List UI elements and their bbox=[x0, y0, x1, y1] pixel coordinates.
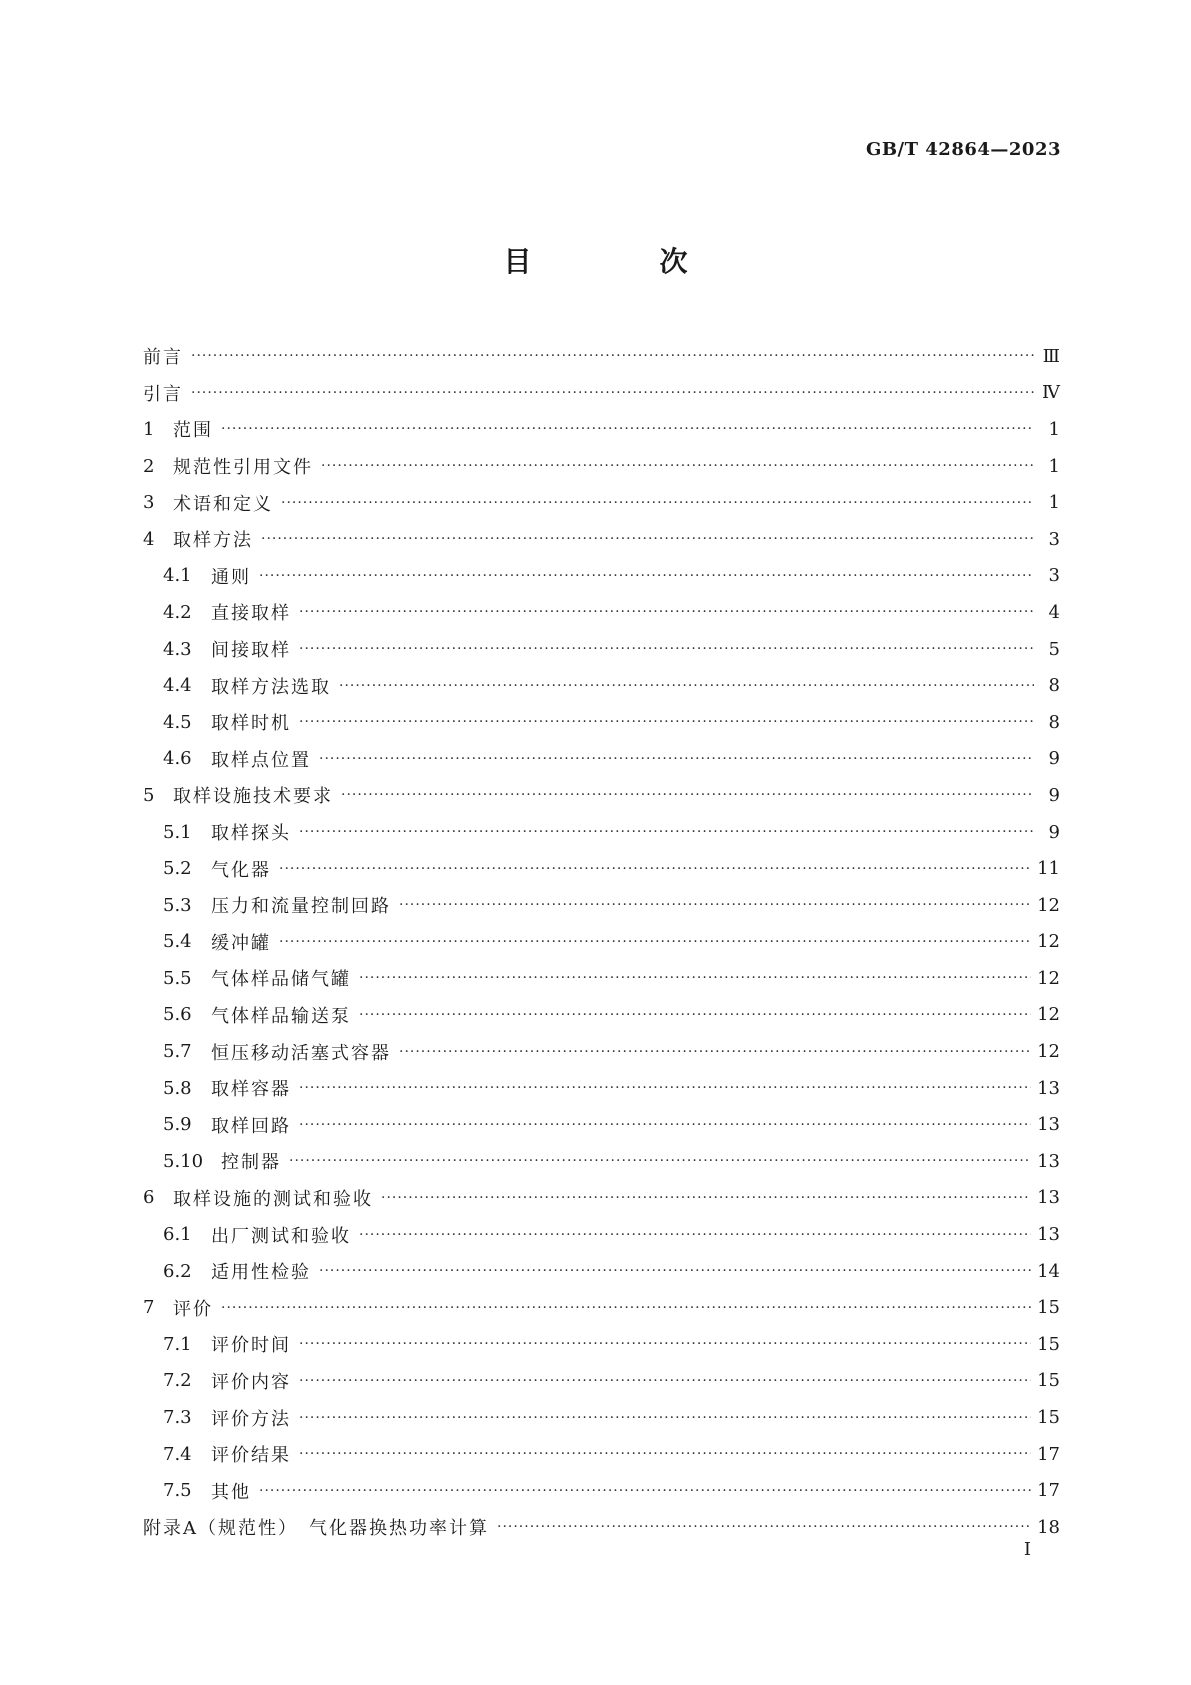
toc-entry-label: 气体样品储气罐 bbox=[211, 969, 351, 991]
toc-leader-dots bbox=[299, 1117, 1031, 1133]
toc-entry-label: 取样设施技术要求 bbox=[173, 786, 333, 808]
toc-entry[interactable] bbox=[143, 924, 1060, 961]
toc-entry-number: 5 bbox=[143, 784, 155, 806]
toc-entry-page: 3 bbox=[1048, 528, 1060, 550]
toc-leader-dots bbox=[319, 751, 1034, 767]
toc-entry[interactable] bbox=[143, 1509, 1060, 1546]
toc-entry-label: 取样容器 bbox=[211, 1079, 291, 1101]
toc-leader-dots bbox=[299, 1373, 1031, 1389]
toc-leader-dots bbox=[299, 824, 1034, 840]
toc-entry-number: 6 bbox=[143, 1187, 155, 1209]
toc-entry-label: 取样设施的测试和验收 bbox=[173, 1188, 373, 1210]
toc-leader-dots bbox=[359, 970, 1031, 986]
toc-entry-number: 4.6 bbox=[163, 748, 192, 770]
toc-entry-label: 术语和定义 bbox=[173, 493, 273, 515]
toc-entry[interactable] bbox=[143, 741, 1060, 778]
toc-entry-label: 恒压移动活塞式容器 bbox=[211, 1042, 391, 1064]
toc-entry-label: 适用性检验 bbox=[211, 1262, 311, 1284]
page-number: Ⅰ bbox=[1023, 1539, 1031, 1560]
toc-entry-label: 评价内容 bbox=[211, 1371, 291, 1393]
toc-entry-number: 4.1 bbox=[163, 565, 192, 587]
toc-entry[interactable] bbox=[143, 1216, 1060, 1253]
toc-entry-page: 15 bbox=[1037, 1370, 1060, 1392]
toc-entry-label: 引言 bbox=[143, 383, 183, 405]
standard-code: GB/T 42864—2023 bbox=[865, 139, 1061, 160]
toc-entry-number: 5.8 bbox=[163, 1077, 192, 1099]
toc-entry-label: 规范性引用文件 bbox=[173, 457, 313, 479]
toc-entry[interactable] bbox=[143, 704, 1060, 741]
toc-leader-dots bbox=[321, 458, 1034, 474]
toc-entry[interactable] bbox=[143, 375, 1060, 412]
toc-entry[interactable] bbox=[143, 594, 1060, 631]
toc-entry[interactable] bbox=[143, 1070, 1060, 1107]
toc-entry[interactable] bbox=[143, 411, 1060, 448]
toc-entry-number: 5.9 bbox=[163, 1114, 192, 1136]
toc-entry[interactable] bbox=[143, 1399, 1060, 1436]
toc-entry[interactable] bbox=[143, 777, 1060, 814]
toc-entry-number: 6.1 bbox=[163, 1224, 192, 1246]
toc-entry-label: 其他 bbox=[211, 1481, 251, 1503]
toc-entry[interactable] bbox=[143, 887, 1060, 924]
toc-entry-label: 评价 bbox=[173, 1298, 213, 1320]
toc-entry-label: 取样回路 bbox=[211, 1115, 291, 1137]
toc-entry-number: 5.1 bbox=[163, 821, 192, 843]
toc-entry-number: 7 bbox=[143, 1297, 155, 1319]
toc-entry-page: 5 bbox=[1048, 638, 1060, 660]
toc-leader-dots bbox=[191, 348, 1034, 364]
toc-entry-number: 3 bbox=[143, 492, 155, 514]
toc-entry[interactable] bbox=[143, 1436, 1060, 1473]
toc-entry[interactable] bbox=[143, 667, 1060, 704]
toc-entry-number: 1 bbox=[143, 418, 155, 440]
toc-entry-page: 13 bbox=[1037, 1150, 1060, 1172]
toc-entry[interactable] bbox=[143, 1289, 1060, 1326]
toc-leader-dots bbox=[299, 641, 1034, 657]
toc-entry-page: 4 bbox=[1048, 601, 1060, 623]
toc-entry-page: 8 bbox=[1048, 675, 1060, 697]
toc-entry-label: 取样方法选取 bbox=[211, 676, 331, 698]
toc-entry-page: 8 bbox=[1048, 711, 1060, 733]
toc-leader-dots bbox=[319, 1263, 1031, 1279]
toc-entry-number: 7.3 bbox=[163, 1407, 192, 1429]
toc-leader-dots bbox=[261, 531, 1034, 547]
toc-entry-page: 12 bbox=[1037, 931, 1060, 953]
toc-leader-dots bbox=[341, 787, 1034, 803]
toc-entry[interactable] bbox=[143, 1472, 1060, 1509]
toc-entry-number: 4.4 bbox=[163, 675, 192, 697]
toc-entry-page: 17 bbox=[1037, 1443, 1060, 1465]
toc-leader-dots bbox=[191, 385, 1034, 401]
toc-entry-number: 7.5 bbox=[163, 1480, 192, 1502]
toc-entry-label: 取样时机 bbox=[211, 713, 291, 735]
toc-leader-dots bbox=[279, 861, 1031, 877]
toc-entry-number: 5.2 bbox=[163, 858, 192, 880]
toc-entry[interactable] bbox=[143, 1253, 1060, 1290]
toc-entry-number: 7.4 bbox=[163, 1443, 192, 1465]
toc-entry-page: 13 bbox=[1037, 1187, 1060, 1209]
toc-entry-page: 1 bbox=[1048, 418, 1060, 440]
toc-leader-dots bbox=[399, 897, 1031, 913]
toc-leader-dots bbox=[299, 714, 1034, 730]
toc-leader-dots bbox=[339, 678, 1034, 694]
toc-entry-label: 气体样品输送泵 bbox=[211, 1005, 351, 1027]
toc-entry-number: 4.2 bbox=[163, 601, 192, 623]
toc-entry-label: 气化器 bbox=[211, 859, 271, 881]
toc-entry-label: 控制器 bbox=[221, 1152, 281, 1174]
toc-leader-dots bbox=[299, 604, 1034, 620]
toc-entry-page: 1 bbox=[1048, 455, 1060, 477]
toc-entry-label: 评价时间 bbox=[211, 1335, 291, 1357]
toc-entry-label: 压力和流量控制回路 bbox=[211, 896, 391, 918]
toc-entry-label: 出厂测试和验收 bbox=[211, 1225, 351, 1247]
toc-entry[interactable] bbox=[143, 558, 1060, 595]
toc-leader-dots bbox=[221, 421, 1034, 437]
toc-entry-page: 9 bbox=[1048, 748, 1060, 770]
toc-leader-dots bbox=[381, 1190, 1031, 1206]
toc-entry-label: 缓冲罐 bbox=[211, 932, 271, 954]
toc-leader-dots bbox=[279, 934, 1031, 950]
toc-entry-page: 11 bbox=[1037, 858, 1060, 880]
toc-entry-number: 4 bbox=[143, 528, 155, 550]
toc-entry[interactable] bbox=[143, 521, 1060, 558]
toc-entry[interactable] bbox=[143, 631, 1060, 668]
toc-leader-dots bbox=[399, 1044, 1031, 1060]
toc-entry-label: 取样方法 bbox=[173, 530, 253, 552]
toc-entry-label: 取样探头 bbox=[211, 823, 291, 845]
toc-entry[interactable] bbox=[143, 1033, 1060, 1070]
toc-leader-dots bbox=[299, 1410, 1031, 1426]
toc-entry-label: 取样点位置 bbox=[211, 749, 311, 771]
toc-entry-page: 3 bbox=[1048, 565, 1060, 587]
toc-entry-page: 15 bbox=[1037, 1407, 1060, 1429]
toc-entry-page: 12 bbox=[1037, 967, 1060, 989]
toc-entry-number: 4.5 bbox=[163, 711, 192, 733]
toc-entry-label: 前言 bbox=[143, 347, 183, 369]
toc-entry-label: 范围 bbox=[173, 420, 213, 442]
toc-leader-dots bbox=[259, 1483, 1031, 1499]
toc-entry-label: 评价结果 bbox=[211, 1445, 291, 1467]
toc-entry-label: 评价方法 bbox=[211, 1408, 291, 1430]
toc-entry-page: 14 bbox=[1037, 1260, 1060, 1282]
toc-leader-dots bbox=[299, 1080, 1031, 1096]
toc-entry-page: 18 bbox=[1037, 1516, 1060, 1538]
toc-entry-page: 12 bbox=[1037, 1004, 1060, 1026]
toc-entry-page: 12 bbox=[1037, 1041, 1060, 1063]
toc-entry[interactable] bbox=[143, 338, 1060, 375]
toc-entry[interactable] bbox=[143, 484, 1060, 521]
toc-entry-number: 2 bbox=[143, 455, 155, 477]
page-title: 目 次 bbox=[503, 245, 738, 278]
table-of-contents bbox=[143, 338, 1060, 1546]
toc-entry-number: 5.7 bbox=[163, 1041, 192, 1063]
toc-entry[interactable] bbox=[143, 1363, 1060, 1400]
toc-entry[interactable] bbox=[143, 1106, 1060, 1143]
toc-entry[interactable] bbox=[143, 997, 1060, 1034]
toc-entry-page: 13 bbox=[1037, 1077, 1060, 1099]
toc-entry-number: 7.2 bbox=[163, 1370, 192, 1392]
toc-leader-dots bbox=[299, 1446, 1031, 1462]
toc-entry-number: 5.6 bbox=[163, 1004, 192, 1026]
toc-entry[interactable] bbox=[143, 814, 1060, 851]
toc-leader-dots bbox=[259, 568, 1034, 584]
toc-entry-number: 4.3 bbox=[163, 638, 192, 660]
toc-leader-dots bbox=[359, 1227, 1031, 1243]
toc-entry[interactable] bbox=[143, 1180, 1060, 1217]
toc-entry-page: Ⅳ bbox=[1042, 382, 1060, 404]
toc-entry[interactable] bbox=[143, 960, 1060, 997]
toc-leader-dots bbox=[289, 1153, 1031, 1169]
toc-entry-page: 13 bbox=[1037, 1224, 1060, 1246]
toc-entry-number: 5.5 bbox=[163, 967, 192, 989]
toc-entry[interactable] bbox=[143, 1143, 1060, 1180]
toc-entry-page: 13 bbox=[1037, 1114, 1060, 1136]
toc-leader-dots bbox=[359, 1007, 1031, 1023]
toc-entry-number: 5.10 bbox=[163, 1150, 204, 1172]
toc-entry-number: 6.2 bbox=[163, 1260, 192, 1282]
toc-entry-number: 5.3 bbox=[163, 894, 192, 916]
toc-entry-label: 直接取样 bbox=[211, 603, 291, 625]
toc-entry-number: 7.1 bbox=[163, 1333, 192, 1355]
toc-entry-page: Ⅲ bbox=[1042, 345, 1060, 367]
toc-entry-page: 17 bbox=[1037, 1480, 1060, 1502]
toc-leader-dots bbox=[281, 495, 1034, 511]
toc-entry[interactable] bbox=[143, 1326, 1060, 1363]
toc-entry[interactable] bbox=[143, 850, 1060, 887]
toc-leader-dots bbox=[221, 1300, 1031, 1316]
toc-entry-page: 9 bbox=[1048, 784, 1060, 806]
toc-leader-dots bbox=[497, 1519, 1031, 1535]
toc-entry-label: 通则 bbox=[211, 566, 251, 588]
toc-entry[interactable] bbox=[143, 448, 1060, 485]
toc-entry-number: 5.4 bbox=[163, 931, 192, 953]
toc-entry-label: 间接取样 bbox=[211, 640, 291, 662]
toc-entry-page: 12 bbox=[1037, 894, 1060, 916]
toc-entry-page: 9 bbox=[1048, 821, 1060, 843]
toc-entry-label: 附录A（规范性） 气化器换热功率计算 bbox=[143, 1518, 489, 1540]
toc-entry-page: 1 bbox=[1048, 492, 1060, 514]
toc-entry-page: 15 bbox=[1037, 1297, 1060, 1319]
toc-entry-page: 15 bbox=[1037, 1333, 1060, 1355]
toc-leader-dots bbox=[299, 1336, 1031, 1352]
